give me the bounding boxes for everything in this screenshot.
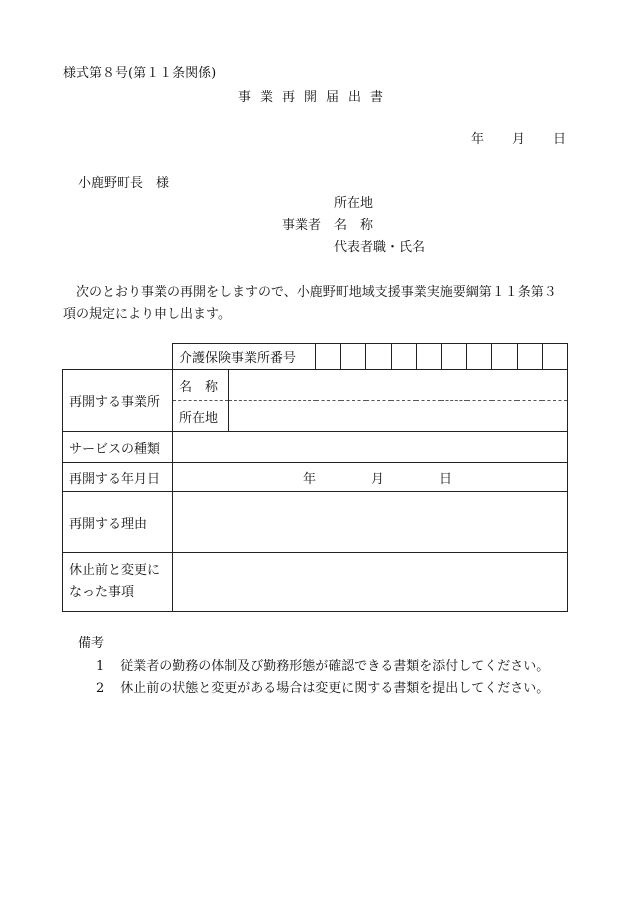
reopen-date-month: 月 [371,471,385,487]
office-address-label: 所在地 [173,401,229,432]
reopen-date-year: 年 [303,471,317,487]
date-month-label: 月 [512,132,526,147]
applicant-name-label: 名 称 [334,218,374,233]
date-day-label: 日 [553,132,567,147]
office-number-digit-10[interactable] [542,344,567,370]
application-form-table [62,343,568,612]
remark-item-1 [96,659,549,675]
office-number-digit-6[interactable] [441,344,466,370]
applicant-representative-label: 代表者職・氏名 [334,240,426,255]
date-year-label: 年 [471,132,485,147]
addressee: 小鹿野町長 様 [78,176,170,191]
document-title: 事業再開届出書 [237,90,392,105]
remark-text-1: 従業者の勤務の体制及び勤務形態が確認できる書類を添付してください。 [120,659,550,674]
service-type-field[interactable] [173,432,568,463]
reopen-date-field[interactable] [173,463,568,492]
office-address-field[interactable] [229,401,568,432]
office-label: 再開する事業所 [63,370,173,432]
form-number: 様式第８号(第１１条関係) [63,66,217,81]
blank-corner [63,344,173,370]
office-number-digit-4[interactable] [391,344,416,370]
office-number-digit-3[interactable] [366,344,391,370]
reopen-date-label: 再開する年月日 [63,463,173,492]
office-number-digit-5[interactable] [416,344,441,370]
remark-number-1: 1 [96,659,105,674]
office-number-digit-7[interactable] [467,344,492,370]
office-name-field[interactable] [229,370,568,401]
remark-item-2 [96,681,549,697]
reopen-date-day: 日 [439,471,453,487]
changes-field[interactable] [173,553,568,612]
remark-text-2: 休止前の状態と変更がある場合は変更に関する書類を提出してください。 [120,681,550,696]
office-number-digit-9[interactable] [517,344,542,370]
office-number-digit-2[interactable] [341,344,366,370]
remarks-heading: 備考 [78,636,105,651]
office-number-digit-8[interactable] [492,344,517,370]
remark-number-2: 2 [96,681,105,696]
reason-label: 再開する理由 [63,492,173,553]
office-number-label: 介護保険事業所番号 [173,344,316,370]
applicant-address-label: 所在地 [334,196,374,211]
body-text: 次のとおり事業の再開をしますので、小鹿野町地域支援事業実施要綱第１１条第３項の規定により申し出ます。 [63,285,557,322]
office-number-digit-1[interactable] [316,344,341,370]
service-type-label: サービスの種類 [63,432,173,463]
office-name-label: 名 称 [173,370,229,401]
changes-label: 休止前と変更に なった事項 [63,553,173,612]
reason-field[interactable] [173,492,568,553]
applicant-role-label: 事業者 [282,218,322,233]
